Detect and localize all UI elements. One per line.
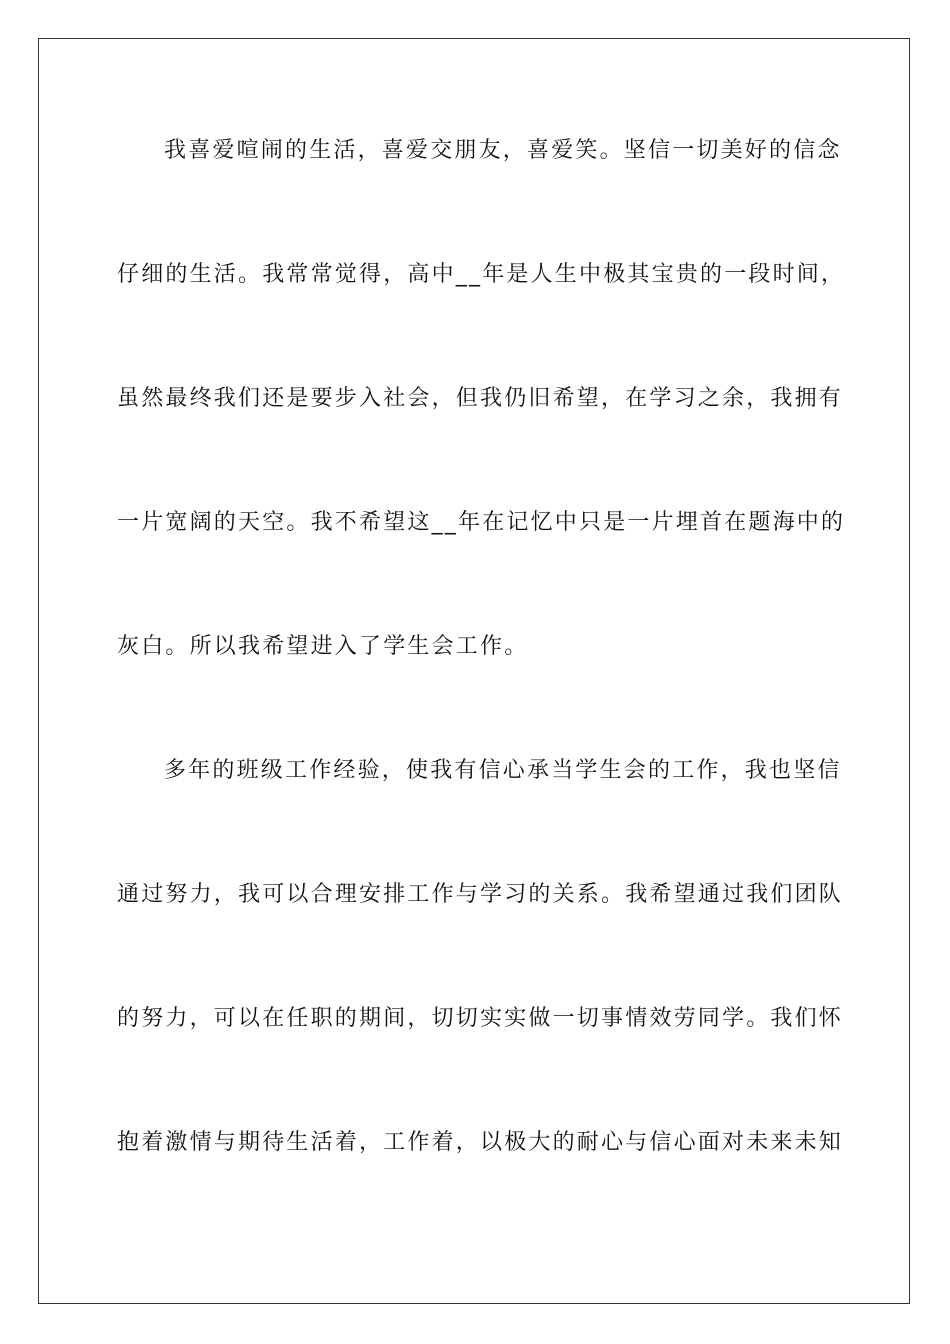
paragraph-1-line-2: 仔细的生活。我常常觉得，高中__年是人生中极其宝贵的一段时间， [117, 262, 846, 287]
paragraph-2-line-2: 通过努力，我可以合理安排工作与学习的关系。我希望通过我们团队 [117, 882, 844, 907]
paragraph-2-line-3: 的努力，可以在任职的期间，切切实实做一切事情效劳同学。我们怀 [117, 1006, 844, 1031]
paragraph-1-line-3: 虽然最终我们还是要步入社会，但我仍旧希望，在学习之余，我拥有 [117, 386, 844, 411]
page-border [38, 38, 910, 1304]
paragraph-1-line-1: 我喜爱喧闹的生活，喜爱交朋友，喜爱笑。坚信一切美好的信念 [164, 138, 842, 163]
paragraph-2-line-4: 抱着激情与期待生活着，工作着，以极大的耐心与信心面对未来未知 [117, 1130, 844, 1155]
paragraph-2-line-1: 多年的班级工作经验，使我有信心承当学生会的工作，我也坚信 [164, 758, 842, 783]
paragraph-1-line-4: 一片宽阔的天空。我不希望这__年在记忆中只是一片埋首在题海中的 [117, 510, 846, 535]
paragraph-1-line-5: 灰白。所以我希望进入了学生会工作。 [117, 634, 529, 659]
